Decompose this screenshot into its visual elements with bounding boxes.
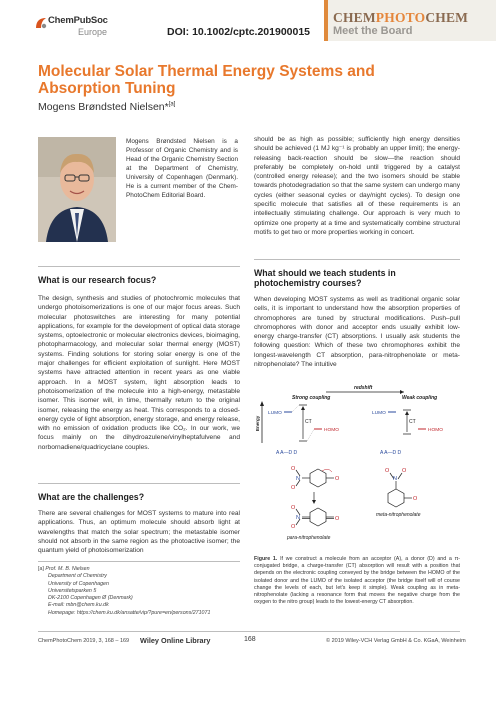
research-paragraph: The design, synthesis and studies of photochromic molecules that undergo photoisomerizations is one of our major focus areas. Such molecular photoswitches are interesting for many potential applications, for example for the development of optical data storage systems, optoelectronic or molecular electronics devices, bioimaging, photopharmacology, and molecular solar thermal energy (MOST) systems. Finding solutions for storing solar energy is one of the major challenges for efficient exploitation of sunlight. Here MOST systems have attracted attention in recent years as one viable approach. In a MOST system, light absorption leads to photoisomerization of the molecule into a high-energy, metastable isomer. This isomer will, in time, thermally return to the original isomer, releasing the energy as heat. This corresponds to a closed-energy cycle of light absorption, energy storage, and energy release, with no emission of oxidation products like CO₂. In our work, we focus mainly on the dihydroazulene/vinylheptafulvene and norbornadiene/quadricyclane couples. [38, 295, 240, 451]
footer-citation: ChemPhotoChem 2019, 3, 168 – 169 [38, 638, 130, 644]
figure-caption [254, 556, 460, 606]
para-nitrophenolate-label: para-nitrophenolate [287, 535, 331, 541]
phenolate-oxygen-label: O [413, 496, 418, 502]
correlation-line [307, 429, 314, 441]
publisher-name: ChemPubSoc [48, 15, 108, 26]
doi-label[interactable]: DOI: 10.1002/cptc.201900015 [167, 26, 311, 38]
challenges-heading: What are the challenges? [38, 492, 145, 502]
affiliation-line: University of Copenhagen [48, 580, 109, 587]
journal-name [333, 10, 468, 26]
phenolate-oxygen-label: O [335, 516, 340, 522]
nitro-oxygen-label: O [291, 505, 296, 511]
publisher-logo [34, 14, 124, 42]
affiliation-name: Prof. M. B. Nielsen [45, 566, 90, 572]
nitro-nitrogen-label: N [393, 476, 397, 482]
nitro-nitrogen-label: N [296, 515, 300, 521]
para-structure-2 [296, 508, 334, 526]
author-name: Mogens Brøndsted Nielsen* [38, 101, 169, 113]
footer-divider [38, 631, 460, 632]
author-line [38, 101, 175, 113]
affiliation-block [38, 566, 248, 617]
wiley-online-library-link[interactable]: Wiley Online Library [140, 636, 211, 645]
section-divider [38, 266, 240, 267]
meta-nitrophenolate-label: meta-nitrophenolate [376, 512, 421, 518]
journal-mid: PHOTO [375, 10, 426, 25]
redshift-arrowhead [400, 390, 404, 394]
resonance-arrowhead [312, 500, 316, 504]
teach-paragraph: When developing MOST systems as well as traditional organic solar cells, it is important to understand how the absorption properties of chromophores are tuned by structural modifications. Push–pull chromophores with donor and acceptor ends usually exhibit low-energy charge-transfer (CT) absorptions. I usually ask students the following question: Which of these two chromophores exhibit the longest-wavelength CT absorption, para-nitrophenolate or meta-nitrophenolate? The intuitive [254, 296, 460, 369]
lumo-label-right: LUMO [372, 411, 386, 416]
correlation-line [292, 405, 299, 412]
lumo-label: LUMO [268, 411, 282, 416]
nitro-oxygen-label: O [291, 524, 296, 530]
nitro-oxygen-label: O [385, 468, 390, 474]
nitro-oxygen-label: O [402, 468, 407, 474]
affiliation-line: Department of Chemistry [48, 573, 107, 580]
orbital-diagram [254, 381, 460, 551]
homo-label: HOMO [324, 428, 339, 433]
footer-copyright: © 2019 Wiley-VCH Verlag GmbH & Co. KGaA, Weinheim [326, 638, 466, 644]
ct-label-left: CT [305, 419, 312, 425]
author-affiliation-marker: [a] [168, 101, 176, 108]
affiliation-line: DK-2100 Copenhagen Ø (Denmark) [48, 595, 133, 602]
ct-arrowhead-left [301, 406, 305, 410]
phenolate-oxygen-label: O [335, 476, 340, 482]
email-link[interactable]: E-mail: mbn@chem.ku.dk [48, 602, 109, 609]
challenges-continued-paragraph: should be as high as possible; sufficiently high energy densities should be achieved (1 MJ kg⁻¹ is probably an upper limit); the energy-releasing back-reaction should be slow—the reaction should preferably be completely on-hold until triggered by a catalyst (controlled energy release); and the two isomers should be stable towards photodegradation so that the same system can undergo many cycles (either seasonal cycles or day/night cycles). To design one specific molecule that satisfies all of these requirements is an intellectually stimulating challenge. Our approach is very much to optimize one property at a time and systematically combine structural motifs to get two or more properties working in concert. [254, 136, 460, 236]
journal-prefix: CHEM [333, 10, 376, 25]
homo-label-right: HOMO [428, 428, 443, 433]
nitro-oxygen-label: O [291, 466, 296, 472]
author-portrait [38, 137, 116, 242]
figure-1 [254, 381, 460, 551]
affiliation-marker: [a] [38, 566, 44, 572]
para-structure-1 [296, 469, 334, 487]
ct-label-right: CT [409, 419, 416, 425]
nitro-oxygen-label: O [291, 485, 296, 491]
publisher-region: Europe [78, 27, 108, 37]
energy-axis-arrowhead [260, 401, 264, 406]
homepage-link[interactable]: Homepage: https://chem.ku.dk/ansatte/vip/?pure=en/persons/271071 [48, 609, 211, 616]
teach-heading: What should we teach students in photochemistry courses? [254, 268, 396, 288]
challenges-paragraph: There are several challenges for MOST systems to mature into real applications. Thus, an optimum molecule should absorb light at wavelengths that match the solar spectrum; the metastable isomer should not absorb in the same region as the photoactive isomer; the quantum yield of photoisomerization [38, 510, 240, 555]
atom-labels-right: A A—D D [380, 450, 402, 456]
nitro-nitrogen-label: N [296, 476, 300, 482]
research-heading: What is our research focus? [38, 275, 157, 285]
strong-coupling-label: Strong coupling [292, 395, 331, 401]
ct-arrowhead-right [405, 411, 409, 415]
section-divider [38, 483, 240, 484]
author-bio: Mogens Brøndsted Nielsen is a Professor of Organic Chemistry and is Head of the Organic Chemistry Section at the Department of Chemistry, University of Copenhagen (Denmark). He is a current member of the Chem-PhotoChem Editorial Board. [126, 138, 238, 199]
caption-text: If we construct a molecule from an acceptor (A), a donor (D) and a π-conjugated bridge, a charge-transfer (CT) absorption will result with a position that depends on the electronic coupling conveyed by the bridge between the HOMO of the isolated donor and the LUMO of the isolated acceptor (the bridge itself will of course change the levels of each, but let's keep it simple). Weak coupling as in meta-nitrophenolate (lacking a resonance form that moves the negative charge from the oxygen to the nitro group) leads to the lowest-energy CT absorption. [254, 556, 460, 606]
page-number: 168 [244, 636, 256, 643]
meta-structure [388, 473, 412, 507]
affiliation-line: Universitetsparken 5 [48, 587, 97, 594]
section-divider [254, 259, 460, 260]
atom-labels-left: A A—D D [276, 450, 298, 456]
caption-head: Figure 1. [254, 556, 278, 562]
section-label: Meet the Board [333, 25, 413, 37]
resonance-curved-arrow [322, 469, 332, 472]
article-title: Molecular Solar Thermal Energy Systems and Absorption Tuning [38, 63, 375, 97]
footnote-divider [38, 561, 240, 562]
journal-suffix: CHEM [425, 10, 469, 25]
portrait-icon [38, 137, 116, 242]
weak-coupling-label: Weak coupling [402, 395, 438, 401]
energy-label: Energy [255, 415, 260, 431]
publisher-logo-icon [34, 16, 48, 30]
redshift-label: redshift [354, 385, 373, 391]
header-accent-bar [324, 0, 328, 41]
